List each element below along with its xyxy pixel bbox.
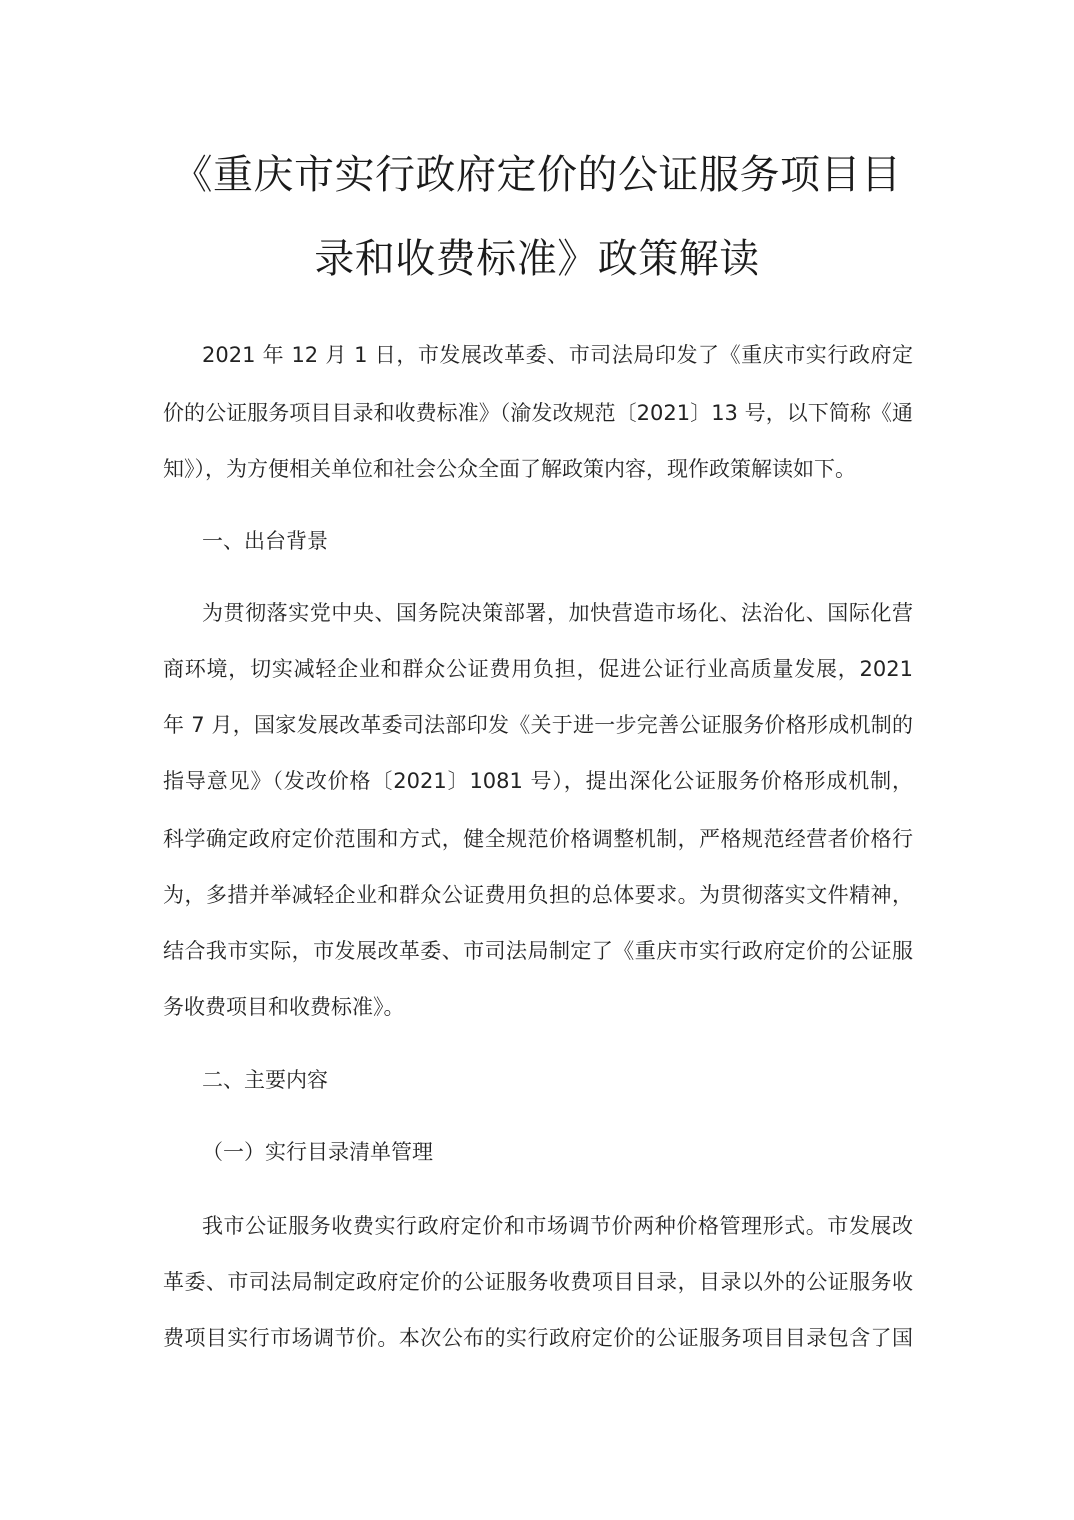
section-1-line-1: 为贯彻落实党中央、国务院决策部署，加快营造市场化、法治化、国际化营 — [202, 601, 913, 625]
intro-line-2: 价的公证服务项目目录和收费标准》（渝发改规范〔2021〕13 号，以下简称《通 — [163, 401, 913, 425]
section-2-sub-1-line-3: 费项目实行市场调节价。本次公布的实行政府定价的公证服务项目目录包含了国 — [163, 1326, 913, 1350]
section-1-line-2: 商环境，切实减轻企业和群众公证费用负担，促进公证行业高质量发展，2021 — [163, 657, 913, 681]
section-1-heading: 一、出台背景 — [202, 529, 328, 553]
section-1-line-7: 结合我市实际，市发展改革委、市司法局制定了《重庆市实行政府定价的公证服 — [163, 939, 913, 963]
document-title-line-2: 录和收费标准》政策解读 — [314, 236, 760, 282]
section-1-line-6: 为，多措并举减轻企业和群众公证费用负担的总体要求。为贯彻落实文件精神， — [163, 883, 913, 907]
section-2-sub-1-line-1: 我市公证服务收费实行政府定价和市场调节价两种价格管理形式。市发展改 — [202, 1214, 913, 1238]
section-2-heading: 二、主要内容 — [202, 1068, 328, 1092]
intro-line-1: 2021 年 12 月 1 日，市发展改革委、市司法局印发了《重庆市实行政府定 — [202, 343, 913, 367]
section-1-line-8: 务收费项目和收费标准》。 — [163, 995, 405, 1019]
section-1-line-5: 科学确定政府定价范围和方式，健全规范价格调整机制，严格规范经营者价格行 — [163, 827, 913, 851]
section-2-subheading-1: （一）实行目录清单管理 — [202, 1140, 433, 1164]
section-2-sub-1-line-2: 革委、市司法局制定政府定价的公证服务收费项目目录，目录以外的公证服务收 — [163, 1270, 913, 1294]
intro-line-3: 知》），为方便相关单位和社会公众全面了解政策内容，现作政策解读如下。 — [163, 457, 856, 481]
section-1-line-3: 年 7 月，国家发展改革委司法部印发《关于进一步完善公证服务价格形成机制的 — [163, 713, 913, 737]
section-1-line-4: 指导意见》（发改价格〔2021〕1081 号），提出深化公证服务价格形成机制， — [163, 769, 913, 793]
document-title-line-1: 《重庆市实行政府定价的公证服务项目目 — [172, 152, 902, 198]
